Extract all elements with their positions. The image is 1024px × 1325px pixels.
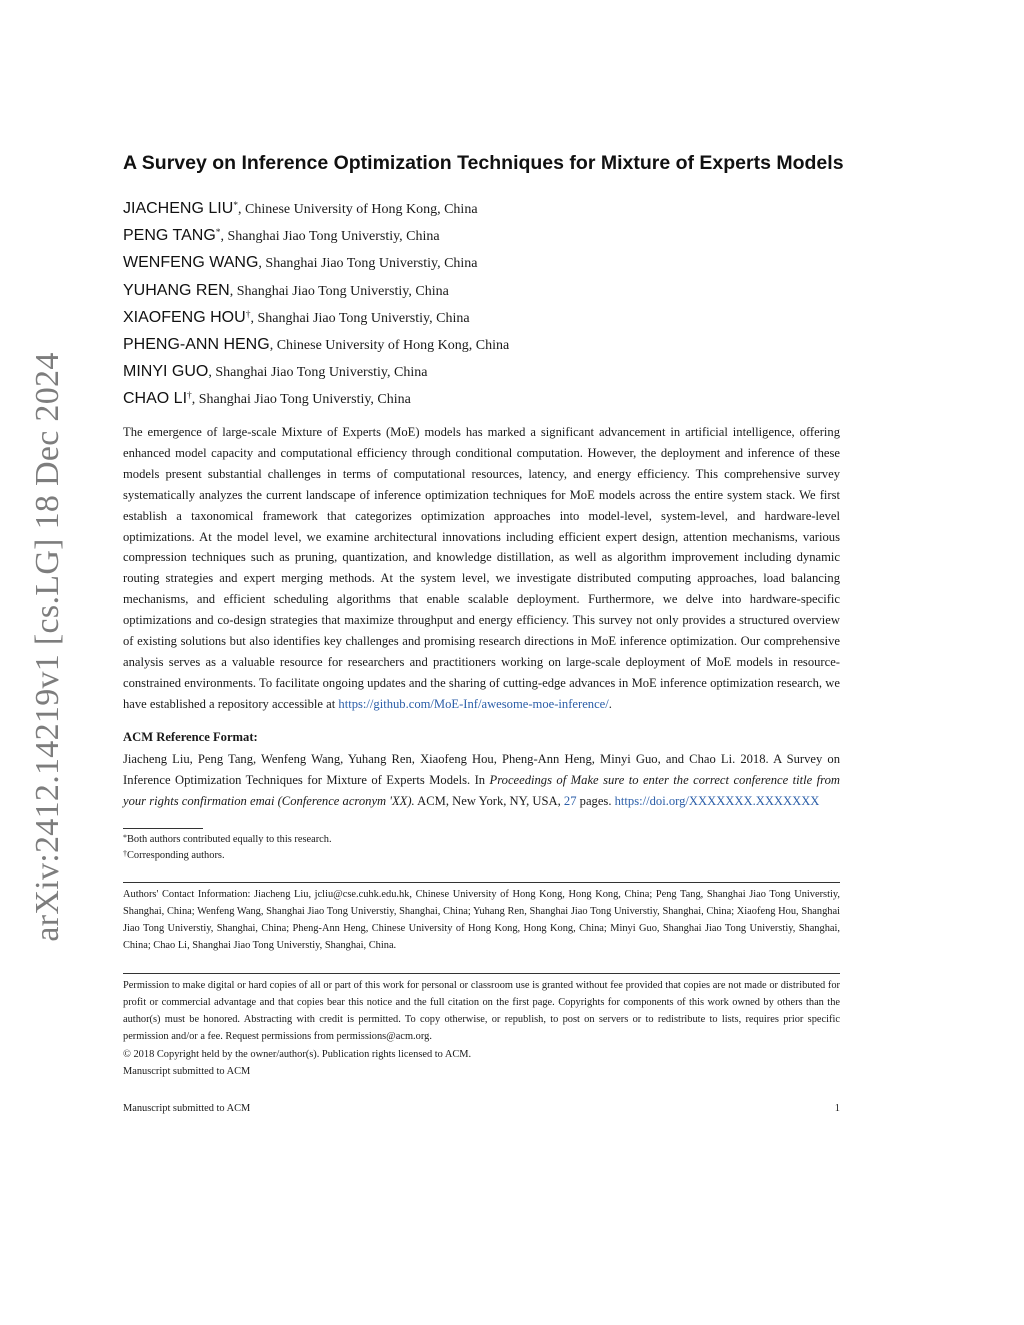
author-footnote-mark: † [187,391,192,402]
acm-reference-heading: ACM Reference Format: [123,730,258,744]
author-contact-info: Authors' Contact Information: Jiacheng Liu, jcliu@cse.cuhk.edu.hk, Chinese University of Hong Kong, Hong Kong, China; Peng Tang, Shanghai Jiao Tong Universtiy, Shanghai, China; Wenfeng Wang, Shanghai Jiao Tong Universtiy, Shanghai, China; Yuhang Ren, Shanghai Jiao Tong Universtiy, Shanghai, China; Xiaofeng Hou, Shanghai Jiao Tong Universtiy, Shanghai, China; Pheng-Ann Heng, Chinese University of Hong Kong, Hong Kong, China; Minyi Guo, Shanghai Jiao Tong Universtiy, Shanghai, China; Chao Li, Shanghai Jiao Tong Universtiy, Shanghai, China. [123,889,840,951]
footnote-item [123,832,840,848]
reference-publisher: ACM, New York, NY, USA, [414,794,564,808]
permission-notice: Permission to make digital or hard copies of all or part of this work for personal or classroom use is granted without fee provided that copies are not made or distributed for profit or commercial advantage and that copies bear this notice and the full citation on the first page. Copyrights for components of this work owned by others than the author(s) must be honored. Abstracting with credit is permitted. To copy otherwise, or republish, to post on servers or to redistribute to lists, requires prior specific permission and/or a fee. Request permissions from permissions@acm.org. [123,980,840,1042]
author-affiliation: , Shanghai Jiao Tong Universtiy, China [229,283,449,299]
author-entry [123,387,840,414]
author-entry [123,251,840,278]
author-name: YUHANG REN [123,281,230,299]
author-entry [123,360,840,387]
author-affiliation: , Shanghai Jiao Tong Universtiy, China [250,310,470,326]
footnote-text: Corresponding authors. [127,849,225,861]
author-affiliation: , Shanghai Jiao Tong Universtiy, China [220,229,440,245]
footnote-text: Both authors contributed equally to this research. [127,834,332,845]
author-name: PENG TANG [123,227,216,245]
footnote-symbol: † [123,848,127,858]
copyright-block [123,1046,840,1080]
doi-link[interactable]: https://doi.org/XXXXXXX.XXXXXXX [614,794,820,808]
author-affiliation: , Chinese University of Hong Kong, China [238,202,478,217]
footnote-item [123,848,840,864]
author-entry [123,333,840,360]
author-entry [123,306,840,333]
author-list [123,197,840,415]
abstract-text: The emergence of large-scale Mixture of Experts (MoE) models has marked a significant advancement in artificial intelligence, offering enhanced model capacity and computational efficiency through conditional computation. However, the deployment and inference of these models present substantial challenges in terms of computational resources, latency, and energy efficiency. This comprehensive survey systematically analyzes the current landscape of inference optimization techniques for MoE models across the entire system stack. We first establish a taxonomical framework that categorizes optimization approaches into model-level, system-level, and hardware-level optimizations. At the model level, we examine architectural innovations including efficient expert design, attention mechanisms, various compression techniques such as pruning, quantization, and knowledge distillation, as well as algorithm improvement including dynamic routing strategies and expert merging methods. At the system level, we investigate distributed computing approaches, load balancing mechanisms, and efficient scheduling algorithms that enable scalable deployment. Furthermore, we delve into hardware-specific optimizations and co-design strategies that maximize throughput and energy efficiency. This survey not only provides a structured overview of existing solutions but also identifies key challenges and promising research directions in MoE inference optimization. Our comprehensive analysis serves as a valuable resource for researchers and practitioners working on large-scale deployment of MoE models in resource-constrained environments. To facilitate ongoing updates and the sharing of cutting-edge advances in MoE inference optimization research, we have established a repository accessible at [123,425,840,711]
page-number: 1 [834,1103,840,1114]
abstract-end-punct: . [608,696,612,711]
reference-pages-suffix: pages. [576,794,615,808]
author-footnote-mark: * [233,201,238,211]
reference-citation: Jiacheng Liu, Peng Tang, Wenfeng Wang, Yuhang Ren, Xiaofeng Hou, Pheng-Ann Heng, Minyi Guo, and Chao Li. 2018. A Survey on Inference Optimization Techniques for Mixture of Experts Models. In [123,752,840,787]
author-entry [123,197,840,224]
permission-divider [123,973,840,974]
paper-title: A Survey on Inference Optimization Techniques for Mixture of Experts Models [123,152,844,174]
author-entry [123,279,840,306]
copyright-line: © 2018 Copyright held by the owner/author(s). Publication rights licensed to ACM. [123,1049,472,1060]
author-affiliation: , Shanghai Jiao Tong Universtiy, China [258,256,478,272]
author-affiliation: , Shanghai Jiao Tong Universtiy, China [208,365,428,381]
footnote-symbol: * [123,833,127,842]
acm-reference-text [123,749,840,812]
author-footnote-mark: * [215,228,221,239]
author-affiliation: , Chinese University of Hong Kong, China [269,337,510,353]
footnote-divider [123,828,203,829]
author-name: WENFENG WANG [123,254,259,272]
footer-manuscript-label: Manuscript submitted to ACM [123,1103,251,1114]
abstract-paragraph [123,422,840,715]
author-affiliation: , Shanghai Jiao Tong Universtiy, China [191,392,411,408]
contact-divider [123,882,840,883]
footnotes [123,832,840,863]
author-footnote-mark: † [245,309,251,320]
page-count-link[interactable]: 27 [563,794,577,808]
reference-venue: Proceedings of Make sure to enter the correct conference title from your rights confirmation emai (Conference acronym 'XX). [123,773,840,808]
manuscript-note: Manuscript submitted to ACM [123,1066,251,1077]
author-name: CHAO LI [123,390,188,408]
author-entry [123,224,840,251]
author-name: MINYI GUO [123,363,209,381]
author-name: JIACHENG LIU [123,200,234,217]
author-name: PHENG-ANN HENG [123,335,270,353]
arxiv-identifier-stamp: arXiv:2412.14219v1 [cs.LG] 18 Dec 2024 [29,352,66,942]
repository-link[interactable]: https://github.com/MoE-Inf/awesome-moe-inference/ [338,696,609,711]
author-name: XIAOFENG HOU [123,308,246,326]
